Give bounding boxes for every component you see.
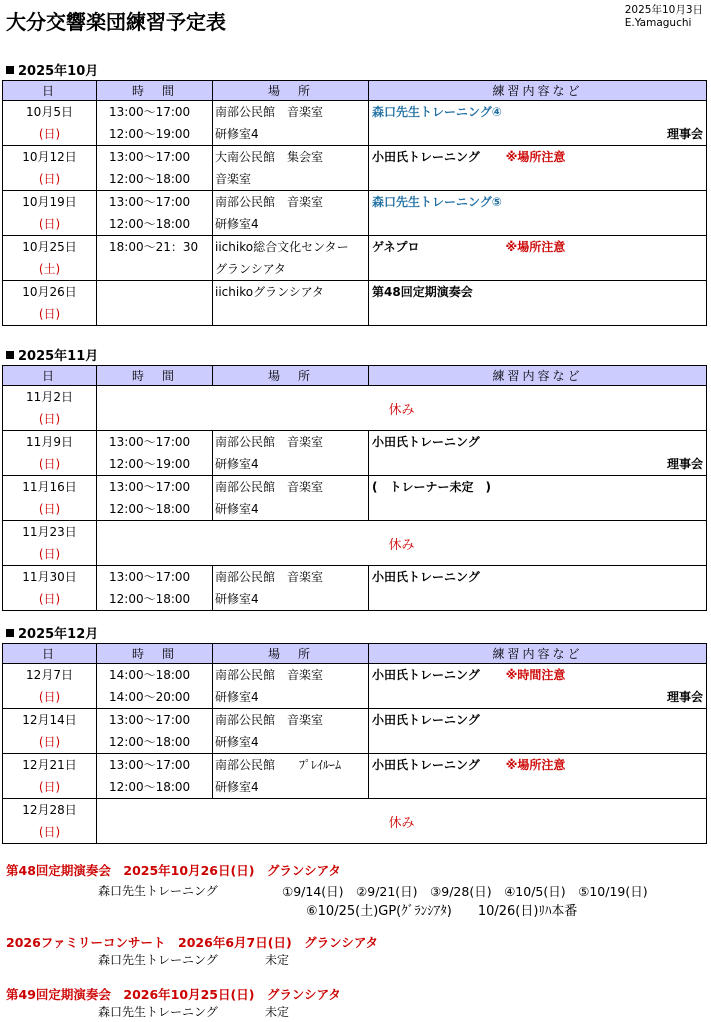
author-name: E.Yamaguchi (624, 17, 692, 29)
activity-cell (369, 236, 707, 281)
date-text: 11月9日 (26, 435, 73, 449)
place-text (213, 303, 368, 325)
activity-line (369, 664, 706, 686)
table-row (3, 386, 707, 431)
table-row (3, 146, 707, 191)
place-cell (213, 191, 369, 236)
table-row (3, 191, 707, 236)
place-cell (213, 754, 369, 799)
place-text: 南部公民館 音楽室 (215, 668, 324, 682)
time-text: 12:00～18:00 (109, 780, 191, 794)
date-cell (3, 191, 97, 236)
place-text: 研修室4 (215, 502, 259, 516)
place-text: 南部公民館 音楽室 (215, 105, 324, 119)
weekday-text: (日) (38, 547, 61, 561)
time-text: 13:00～17:00 (109, 480, 191, 494)
weekday-text: (日) (38, 690, 61, 704)
board-meeting-label: 理事会 (666, 127, 703, 141)
activity-line (369, 236, 706, 258)
time-text: 14:00～20:00 (109, 690, 191, 704)
activity-cell (369, 566, 707, 611)
activity-line (369, 281, 706, 303)
rest-cell: 休み (97, 799, 707, 844)
activity-cell (369, 709, 707, 754)
date-cell (3, 476, 97, 521)
concert-title: 2026ファミリーコンサート 2026年6月7日(日) グランシアタ (6, 935, 378, 950)
time-cell (97, 101, 213, 146)
date-cell (3, 281, 97, 326)
place-cell (213, 566, 369, 611)
time-text (97, 281, 212, 303)
date-text: 12月7日 (26, 668, 73, 682)
weekday-text: (日) (38, 735, 61, 749)
table-row (3, 281, 707, 326)
activity-line (369, 709, 706, 731)
place-text: 研修室4 (215, 690, 259, 704)
column-header: 時 間 (97, 644, 213, 664)
weekday-text: (日) (38, 780, 61, 794)
time-cell (97, 664, 213, 709)
place-text: iichiko総合文化センター (215, 240, 349, 254)
weekday-text: (土) (38, 262, 61, 276)
month-heading (6, 345, 98, 364)
date-text: 12月21日 (22, 758, 77, 772)
column-header: 練習内容など (369, 644, 707, 664)
activity-cell (369, 664, 707, 709)
caution-note: ※時間注意 (505, 668, 566, 682)
table-row (3, 799, 707, 844)
time-text: 13:00～17:00 (109, 713, 191, 727)
time-text: 13:00～17:00 (109, 435, 191, 449)
header-row (3, 366, 707, 386)
activity-line (369, 566, 706, 588)
time-text: 13:00～17:00 (109, 195, 191, 209)
time-text (97, 303, 212, 325)
activity-text: 森口先生トレーニング⑤ (372, 195, 502, 209)
issue-date: 2025年10月3日 (624, 4, 703, 16)
date-cell (3, 754, 97, 799)
activity-text: 森口先生トレーニング④ (372, 105, 502, 119)
place-text: 研修室4 (215, 127, 259, 141)
activity-text: 小田氏トレーニング (372, 758, 480, 772)
place-text: 研修室4 (215, 735, 259, 749)
activity-text: ゲネプロ (372, 240, 420, 254)
place-cell (213, 476, 369, 521)
schedule-table (2, 643, 707, 844)
date-text: 12月28日 (22, 803, 77, 817)
square-bullet-icon (6, 66, 14, 74)
time-text: 13:00～17:00 (109, 150, 191, 164)
month-heading-text: 2025年11月 (18, 349, 99, 364)
activity-cell (369, 191, 707, 236)
place-text: 研修室4 (215, 780, 259, 794)
time-text: 14:00～18:00 (109, 668, 191, 682)
place-text: 音楽室 (215, 172, 252, 186)
month-heading-text: 2025年12月 (18, 627, 99, 642)
activity-cell (369, 754, 707, 799)
training-dates-extra: ⑥10/25(土)GP(ｸﾞﾗﾝｼｱﾀ) 10/26(日)ﾘﾊ本番 (306, 904, 578, 919)
column-header: 日 (3, 81, 97, 101)
weekday-text: (日) (38, 502, 61, 516)
table-row (3, 476, 707, 521)
header-row (3, 644, 707, 664)
time-text: 12:00～18:00 (109, 735, 191, 749)
table-row (3, 566, 707, 611)
activity-line (369, 431, 706, 453)
time-text: 13:00～17:00 (109, 105, 191, 119)
activity-line (369, 588, 706, 610)
activity-cell (369, 146, 707, 191)
document-title: 大分交響楽団練習予定表 (6, 10, 226, 34)
month-heading (6, 60, 98, 79)
training-undecided: 未定 (265, 953, 290, 967)
activity-line (369, 686, 706, 708)
table-row (3, 521, 707, 566)
weekday-text: (日) (38, 592, 61, 606)
trainer-label: 森口先生トレーニング (98, 953, 218, 967)
activity-text: 小田氏トレーニング (372, 150, 480, 164)
date-cell (3, 431, 97, 476)
square-bullet-icon (6, 351, 14, 359)
place-text: 研修室4 (215, 457, 259, 471)
activity-text: 第48回定期演奏会 (372, 285, 473, 299)
date-text: 10月25日 (22, 240, 77, 254)
time-text: 12:00～19:00 (109, 457, 191, 471)
activity-text: 小田氏トレーニング (372, 435, 480, 449)
date-text: 12月14日 (22, 713, 77, 727)
time-text: 12:00～19:00 (109, 127, 191, 141)
time-text: 12:00～18:00 (109, 172, 191, 186)
place-cell (213, 236, 369, 281)
schedule-table (2, 80, 707, 326)
date-text: 11月30日 (22, 570, 77, 584)
time-text: 13:00～17:00 (109, 570, 191, 584)
place-text: 南部公民館 ﾌﾟﾚｲﾙｰﾑ (215, 758, 342, 772)
activity-line (369, 776, 706, 798)
time-text: 12:00～18:00 (109, 217, 191, 231)
activity-cell (369, 476, 707, 521)
concert-title: 第48回定期演奏会 2025年10月26日(日) グランシアタ (6, 863, 341, 878)
trainer-label: 森口先生トレーニング (98, 884, 218, 898)
time-cell (97, 476, 213, 521)
activity-cell (369, 101, 707, 146)
column-header: 日 (3, 366, 97, 386)
date-cell (3, 664, 97, 709)
activity-line (369, 453, 706, 475)
schedule-table (2, 365, 707, 611)
time-cell (97, 146, 213, 191)
weekday-text: (日) (38, 457, 61, 471)
activity-line (369, 213, 706, 235)
activity-cell (369, 281, 707, 326)
time-cell (97, 566, 213, 611)
place-text: グランシアタ (215, 262, 286, 276)
time-cell (97, 236, 213, 281)
weekday-text: (日) (38, 825, 61, 839)
time-text: 13:00～17:00 (109, 758, 191, 772)
activity-text: 小田氏トレーニング (372, 713, 480, 727)
time-cell (97, 709, 213, 754)
time-cell (97, 431, 213, 476)
activity-text: 小田氏トレーニング (372, 570, 480, 584)
table-row (3, 101, 707, 146)
trainer-label: 森口先生トレーニング (98, 1005, 218, 1019)
activity-line (369, 168, 706, 190)
place-text: 南部公民館 音楽室 (215, 435, 324, 449)
activity-cell (369, 431, 707, 476)
table-row (3, 431, 707, 476)
time-cell (97, 754, 213, 799)
date-cell (3, 146, 97, 191)
training-undecided: 未定 (265, 1005, 290, 1019)
table-row (3, 754, 707, 799)
date-cell (3, 101, 97, 146)
place-text: 大南公民館 集会室 (215, 150, 324, 164)
date-cell (3, 709, 97, 754)
activity-text: 小田氏トレーニング (372, 668, 480, 682)
time-text: 12:00～18:00 (109, 592, 191, 606)
place-text: 南部公民館 音楽室 (215, 713, 324, 727)
caution-note: ※場所注意 (505, 758, 566, 772)
place-cell (213, 431, 369, 476)
weekday-text: (日) (38, 172, 61, 186)
place-cell (213, 146, 369, 191)
square-bullet-icon (6, 629, 14, 637)
date-text: 10月19日 (22, 195, 77, 209)
date-cell (3, 799, 97, 844)
date-text: 11月16日 (22, 480, 77, 494)
column-header: 練習内容など (369, 81, 707, 101)
header-row (3, 81, 707, 101)
activity-line (369, 754, 706, 776)
weekday-text: (日) (38, 217, 61, 231)
activity-line (369, 191, 706, 213)
date-text: 10月26日 (22, 285, 77, 299)
place-text: 研修室4 (215, 592, 259, 606)
time-text: 18:00～21：30 (109, 240, 199, 254)
rest-cell: 休み (97, 386, 707, 431)
place-cell (213, 101, 369, 146)
table-row (3, 709, 707, 754)
column-header: 場 所 (213, 366, 369, 386)
activity-line (369, 101, 706, 123)
caution-note: ※場所注意 (505, 150, 566, 164)
time-cell (97, 191, 213, 236)
concert-title: 第49回定期演奏会 2026年10月25日(日) グランシアタ (6, 987, 341, 1002)
activity-line (369, 303, 706, 325)
rest-cell: 休み (97, 521, 707, 566)
column-header: 日 (3, 644, 97, 664)
weekday-text: (日) (38, 307, 61, 321)
place-text: 南部公民館 音楽室 (215, 480, 324, 494)
date-text: 10月5日 (26, 105, 73, 119)
caution-note: ※場所注意 (505, 240, 566, 254)
time-text: 12:00～18:00 (109, 502, 191, 516)
activity-line (369, 498, 706, 520)
date-text: 10月12日 (22, 150, 77, 164)
activity-line (369, 731, 706, 753)
training-dates: ①9/14(日) ②9/21(日) ③9/28(日) ④10/5(日) ⑤10/19(日) (282, 884, 648, 899)
month-heading (6, 623, 98, 642)
time-text (97, 258, 212, 280)
column-header: 場 所 (213, 81, 369, 101)
activity-line (369, 146, 706, 168)
table-row (3, 236, 707, 281)
column-header: 時 間 (97, 366, 213, 386)
place-cell (213, 664, 369, 709)
board-meeting-label: 理事会 (666, 457, 703, 471)
date-cell (3, 236, 97, 281)
weekday-text: (日) (38, 127, 61, 141)
time-cell (97, 281, 213, 326)
date-cell (3, 566, 97, 611)
column-header: 時 間 (97, 81, 213, 101)
month-heading-text: 2025年10月 (18, 64, 99, 79)
weekday-text: (日) (38, 412, 61, 426)
date-cell (3, 521, 97, 566)
place-text: 研修室4 (215, 217, 259, 231)
column-header: 場 所 (213, 644, 369, 664)
table-row (3, 664, 707, 709)
activity-line (369, 258, 706, 280)
place-text: 南部公民館 音楽室 (215, 195, 324, 209)
place-cell (213, 281, 369, 326)
board-meeting-label: 理事会 (666, 690, 703, 704)
column-header: 練習内容など (369, 366, 707, 386)
date-cell (3, 386, 97, 431)
place-cell (213, 709, 369, 754)
activity-text: ( トレーナー未定 ) (372, 480, 491, 494)
place-text: iichikoグランシアタ (215, 285, 324, 299)
activity-line (369, 123, 706, 145)
document-meta (625, 4, 703, 30)
place-text: 南部公民館 音楽室 (215, 570, 324, 584)
date-text: 11月2日 (26, 390, 73, 404)
date-text: 11月23日 (22, 525, 77, 539)
activity-line (369, 476, 706, 498)
